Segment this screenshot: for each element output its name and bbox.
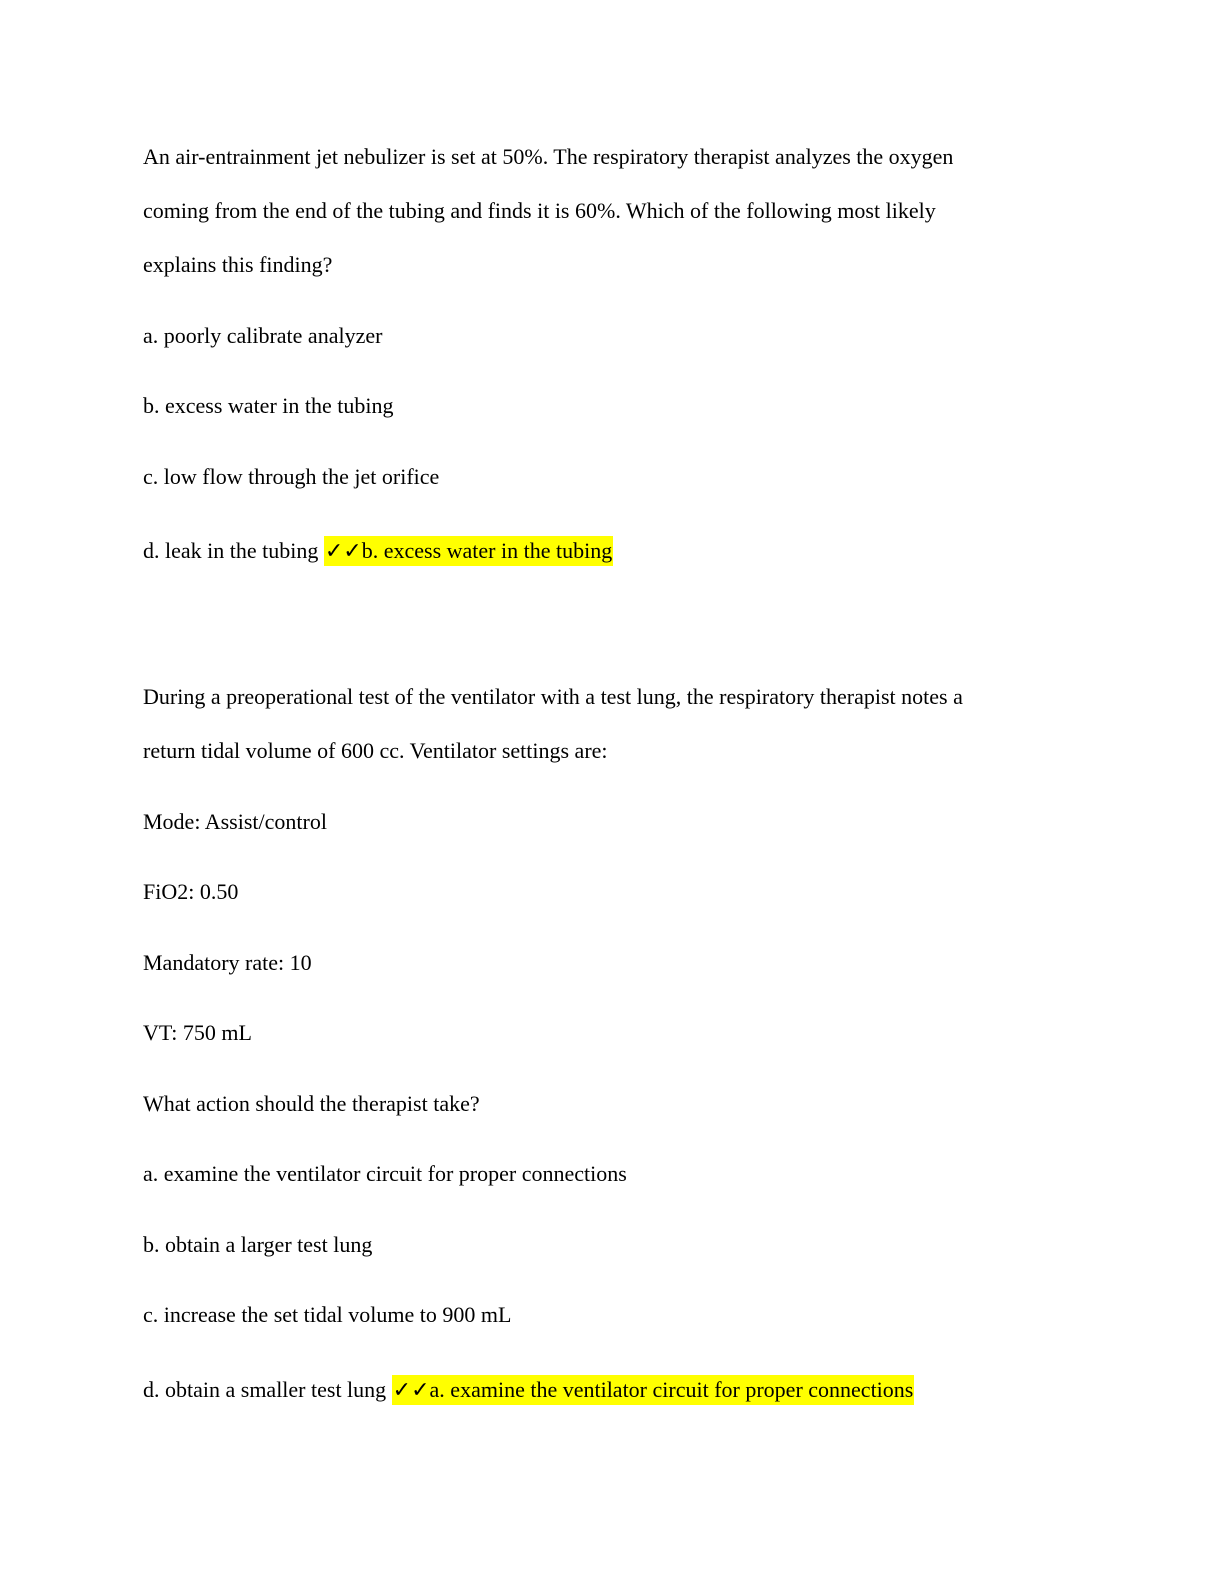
question-1-option-c: c. low flow through the jet orifice	[143, 464, 440, 489]
question-2-option-b: b. obtain a larger test lung	[143, 1232, 373, 1257]
question-2-option-c: c. increase the set tidal volume to 900 mL	[143, 1302, 512, 1327]
question-2-setting-rate: Mandatory rate: 10	[143, 950, 312, 975]
question-1-stem-line-1: An air-entrainment jet nebulizer is set at 50%. The respiratory therapist analyzes the oxygen	[143, 144, 954, 169]
question-2-question: What action should the therapist take?	[143, 1091, 480, 1116]
question-1-stem-line-2: coming from the end of the tubing and finds it is 60%. Which of the following most likely	[143, 198, 936, 223]
question-1-answer-highlight	[324, 536, 613, 566]
question-1-option-a: a. poorly calibrate analyzer	[143, 323, 383, 348]
question-1-option-d-line	[143, 537, 613, 566]
question-1-option-d: d. leak in the tubing	[143, 538, 319, 563]
question-2-answer-highlight	[392, 1375, 915, 1405]
question-1-answer-text: b. excess water in the tubing	[361, 538, 613, 563]
question-2-setting-vt: VT: 750 mL	[143, 1020, 252, 1045]
check-mark-icon: ✓✓	[324, 539, 362, 564]
question-2-option-a: a. examine the ventilator circuit for proper connections	[143, 1161, 627, 1186]
question-2-option-d-line	[143, 1376, 914, 1405]
question-1-option-b: b. excess water in the tubing	[143, 393, 394, 418]
question-2-setting-mode: Mode: Assist/control	[143, 809, 327, 834]
question-2-stem-line-2: return tidal volume of 600 cc. Ventilator settings are:	[143, 738, 608, 763]
question-1-stem-line-3: explains this finding?	[143, 252, 333, 277]
question-2-option-d: d. obtain a smaller test lung	[143, 1377, 387, 1402]
question-2-setting-fio2: FiO2: 0.50	[143, 879, 239, 904]
question-2-answer-text: a. examine the ventilator circuit for proper connections	[429, 1377, 914, 1402]
check-mark-icon: ✓✓	[392, 1378, 430, 1403]
question-2-stem-line-1: During a preoperational test of the ventilator with a test lung, the respiratory therapist notes a	[143, 684, 963, 709]
